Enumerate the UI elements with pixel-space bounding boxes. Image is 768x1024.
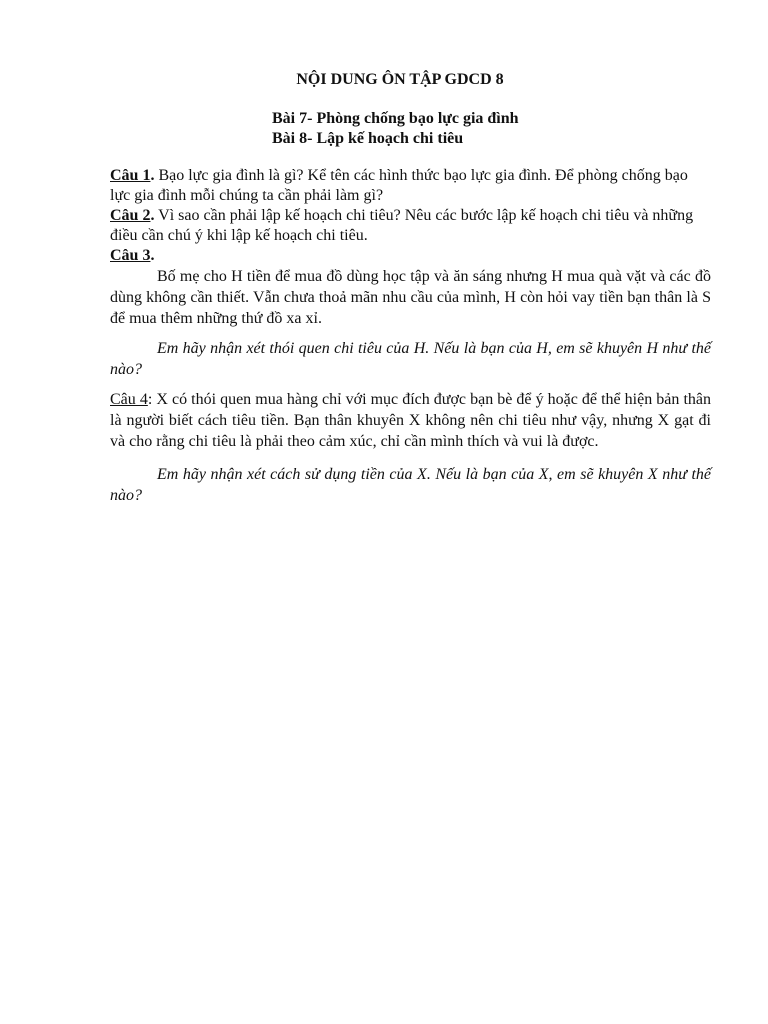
question-4	[110, 389, 711, 452]
question-2-punct: .	[150, 207, 155, 224]
question-3-heading	[110, 246, 711, 266]
question-3-paragraph: Bố mẹ cho H tiền để mua đồ dùng học tập và ăn sáng nhưng H mua quà vặt và các đồ dùng không cần thiết. Vẫn chưa thoả mãn nhu cầu của mình, H còn hỏi vay tiền bạn thân là S để mua thêm những thứ đồ xa xỉ.	[110, 268, 711, 327]
question-2	[110, 206, 711, 246]
question-1-text: Bạo lực gia đình là gì? Kể tên các hình thức bạo lực gia đình. Để phòng chống bạo lực gia đình mỗi chúng ta cần phải làm gì?	[110, 167, 688, 204]
question-3-label: Câu 3	[110, 247, 151, 264]
question-1-punct: .	[150, 167, 155, 184]
question-2-label: Câu 2	[110, 207, 151, 224]
document-title: NỘI DUNG ÔN TẬP GDCD 8	[296, 71, 504, 88]
question-4-text: : X có thói quen mua hàng chỉ với mục đích được bạn bè để ý hoặc để thể hiện bản thân là người biết cách tiêu tiền. Bạn thân khuyên X không nên chi tiêu như vậy, nhưng X gạt đi và cho rằng chi tiêu là phải theo cảm xúc, chỉ cần mình thích và vui là được.	[110, 391, 712, 450]
question-1	[110, 166, 711, 206]
document-body	[110, 166, 711, 506]
question-2-text: Vì sao cần phải lập kế hoạch chi tiêu? Nêu các bước lập kế hoạch chi tiêu và những điều cần chú ý khi lập kế hoạch chi tiêu.	[110, 207, 694, 244]
question-4-prompt: Em hãy nhận xét cách sử dụng tiền của X. Nếu là bạn của X, em sẽ khuyên X như thế nào?	[110, 466, 711, 504]
question-3-prompt: Em hãy nhận xét thói quen chi tiêu của H. Nếu là bạn của H, em sẽ khuyên H như thế nào?	[110, 340, 711, 378]
lesson-7-heading: Bài 7- Phòng chống bạo lực gia đình	[272, 110, 519, 127]
question-4-label: Câu 4	[110, 391, 148, 408]
question-1-label: Câu 1	[110, 167, 151, 184]
question-3-punct: .	[150, 247, 155, 264]
lesson-8-heading: Bài 8- Lập kế hoạch chi tiêu	[272, 130, 464, 147]
